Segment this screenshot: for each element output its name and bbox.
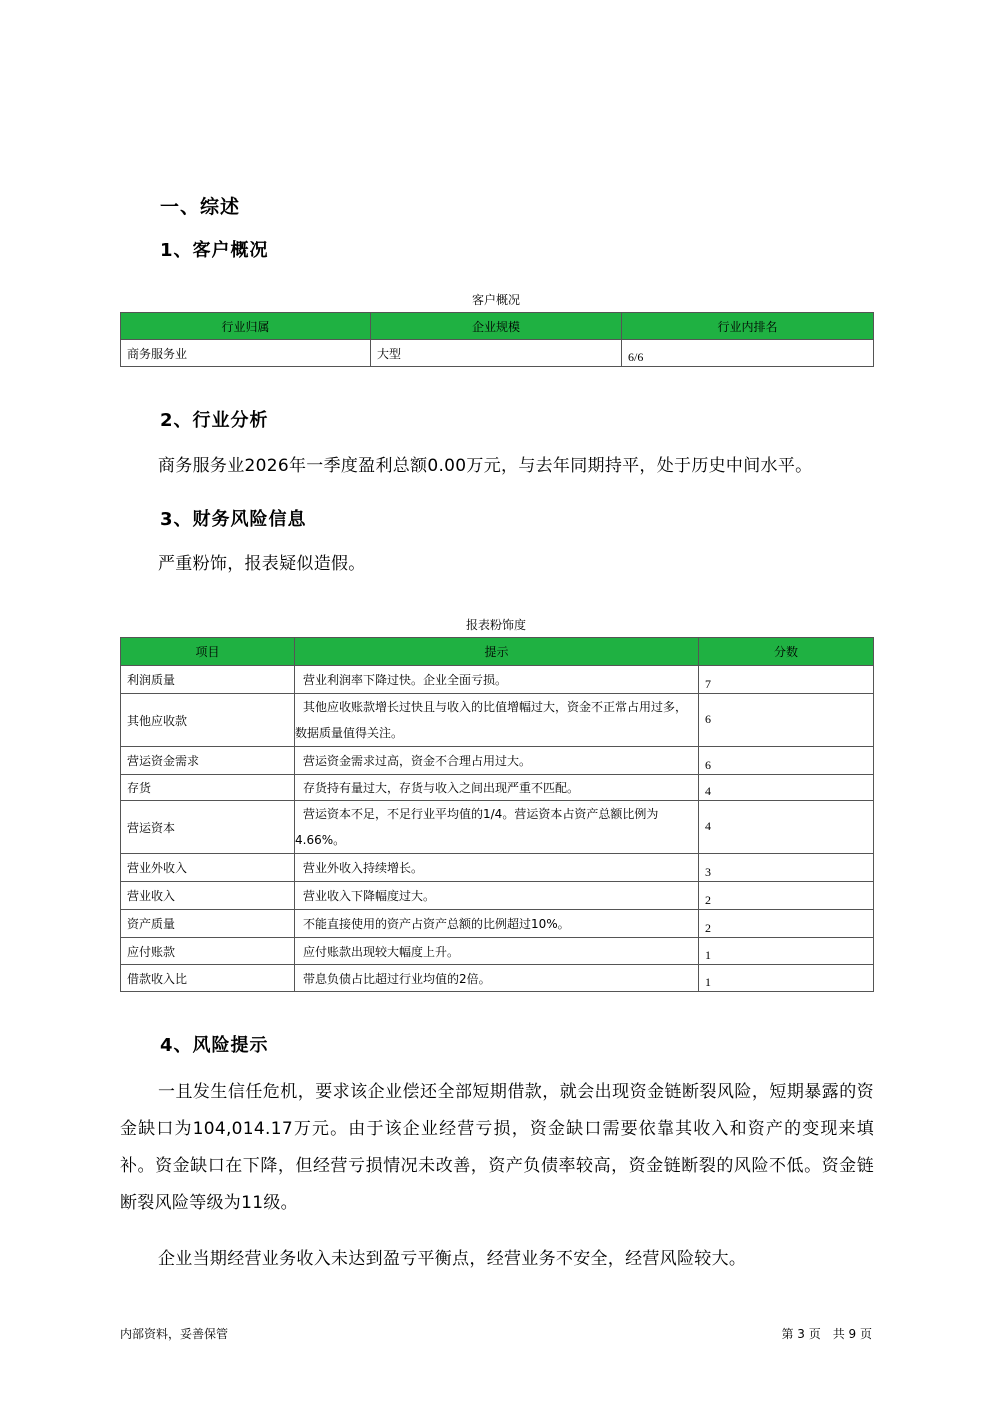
cell-score: 1 bbox=[699, 938, 874, 965]
cell-score: 7 bbox=[699, 666, 874, 694]
table-row bbox=[121, 938, 874, 965]
finance-table-caption: 报表粉饰度 bbox=[465, 618, 526, 632]
whitewash-table-header bbox=[121, 638, 874, 666]
customer-table bbox=[120, 312, 874, 367]
cell-score: 2 bbox=[699, 882, 874, 910]
header-item: 项目 bbox=[121, 638, 295, 666]
whitewash-table bbox=[120, 637, 874, 992]
table-row bbox=[121, 775, 874, 801]
cell-hint: 营业利润率下降过快。企业全面亏损。 bbox=[295, 666, 699, 694]
cell-hint: 营业收入下降幅度过大。 bbox=[295, 882, 699, 910]
customer-table-header bbox=[121, 313, 874, 340]
table-row bbox=[121, 882, 874, 910]
cell-score: 2 bbox=[699, 910, 874, 938]
finance-text: 严重粉饰，报表疑似造假。 bbox=[158, 554, 366, 574]
cell-item: 应付账款 bbox=[121, 938, 295, 965]
header-score: 分数 bbox=[699, 638, 874, 666]
table-row bbox=[121, 801, 874, 854]
cell-item: 借款收入比 bbox=[121, 965, 295, 992]
cell-score: 1 bbox=[699, 965, 874, 992]
table-row bbox=[121, 694, 874, 747]
cell-hint: 存货持有量过大，存货与收入之间出现严重不匹配。 bbox=[295, 775, 699, 801]
cell-scale: 大型 bbox=[371, 340, 622, 367]
cell-score: 3 bbox=[699, 854, 874, 882]
cell-item: 营运资金需求 bbox=[121, 747, 295, 775]
cell-hint: 营运资金需求过高，资金不合理占用过大。 bbox=[295, 747, 699, 775]
cell-item: 营业外收入 bbox=[121, 854, 295, 882]
risk-paragraph-2: 企业当期经营业务收入未达到盈亏平衡点，经营业务不安全，经营风险较大。 bbox=[158, 1249, 747, 1269]
cell-item: 利润质量 bbox=[121, 666, 295, 694]
cell-item: 营业收入 bbox=[121, 882, 295, 910]
cell-hint: 应付账款出现较大幅度上升。 bbox=[295, 938, 699, 965]
table-row bbox=[121, 747, 874, 775]
header-rank: 行业内排名 bbox=[622, 313, 874, 340]
cell-hint: 营运资本不足，不足行业平均值的1/4。营运资本占资产总额比例为4.66%。 bbox=[295, 801, 699, 854]
cell-score: 6 bbox=[699, 747, 874, 775]
cell-hint: 带息负债占比超过行业均值的2倍。 bbox=[295, 965, 699, 992]
cell-hint: 不能直接使用的资产占资产总额的比例超过10%。 bbox=[295, 910, 699, 938]
table-row bbox=[121, 965, 874, 992]
industry-text: 商务服务业2026年一季度盈利总额0.00万元，与去年同期持平，处于历史中间水平。 bbox=[158, 456, 813, 476]
risk-paragraph-1: 一且发生信任危机，要求该企业偿还全部短期借款，就会出现资金链断裂风险，短期暴露的资金缺口为104,014.17万元。由于该企业经营亏损，资金缺口需要依靠其收入和资产的变现来填补。资金缺口在下降，但经营亏损情况未改善，资产负债率较高，资金链断裂的风险不低。资金链断裂风险等级为11级。 bbox=[120, 1082, 874, 1213]
cell-item: 其他应收款 bbox=[121, 694, 295, 747]
footer-page-number: 第 3 页 共 9 页 bbox=[781, 1327, 872, 1341]
table-row bbox=[121, 854, 874, 882]
customer-table-caption: 客户概况 bbox=[471, 293, 520, 307]
cell-score: 6 bbox=[699, 694, 874, 747]
customer-heading: 1、客户概况 bbox=[160, 240, 269, 261]
cell-rank: 6/6 bbox=[622, 340, 874, 367]
table-row bbox=[121, 910, 874, 938]
cell-item: 存货 bbox=[121, 775, 295, 801]
cell-hint: 其他应收账款增长过快且与收入的比值增幅过大，资金不正常占用过多，数据质量值得关注。 bbox=[295, 694, 699, 747]
cell-item: 资产质量 bbox=[121, 910, 295, 938]
risk-heading: 4、风险提示 bbox=[160, 1035, 269, 1056]
header-hint: 提示 bbox=[295, 638, 699, 666]
cell-score: 4 bbox=[699, 775, 874, 801]
cell-item: 营运资本 bbox=[121, 801, 295, 854]
cell-score: 4 bbox=[699, 801, 874, 854]
header-scale: 企业规模 bbox=[371, 313, 622, 340]
header-industry: 行业归属 bbox=[121, 313, 371, 340]
footer-confidential: 内部资料，妥善保管 bbox=[120, 1327, 229, 1341]
cell-hint: 营业外收入持续增长。 bbox=[295, 854, 699, 882]
finance-heading: 3、财务风险信息 bbox=[160, 509, 307, 530]
section-title: 一、综述 bbox=[160, 196, 241, 218]
industry-heading: 2、行业分析 bbox=[160, 410, 269, 431]
cell-industry: 商务服务业 bbox=[121, 340, 371, 367]
table-row bbox=[121, 666, 874, 694]
table-row bbox=[121, 340, 874, 367]
